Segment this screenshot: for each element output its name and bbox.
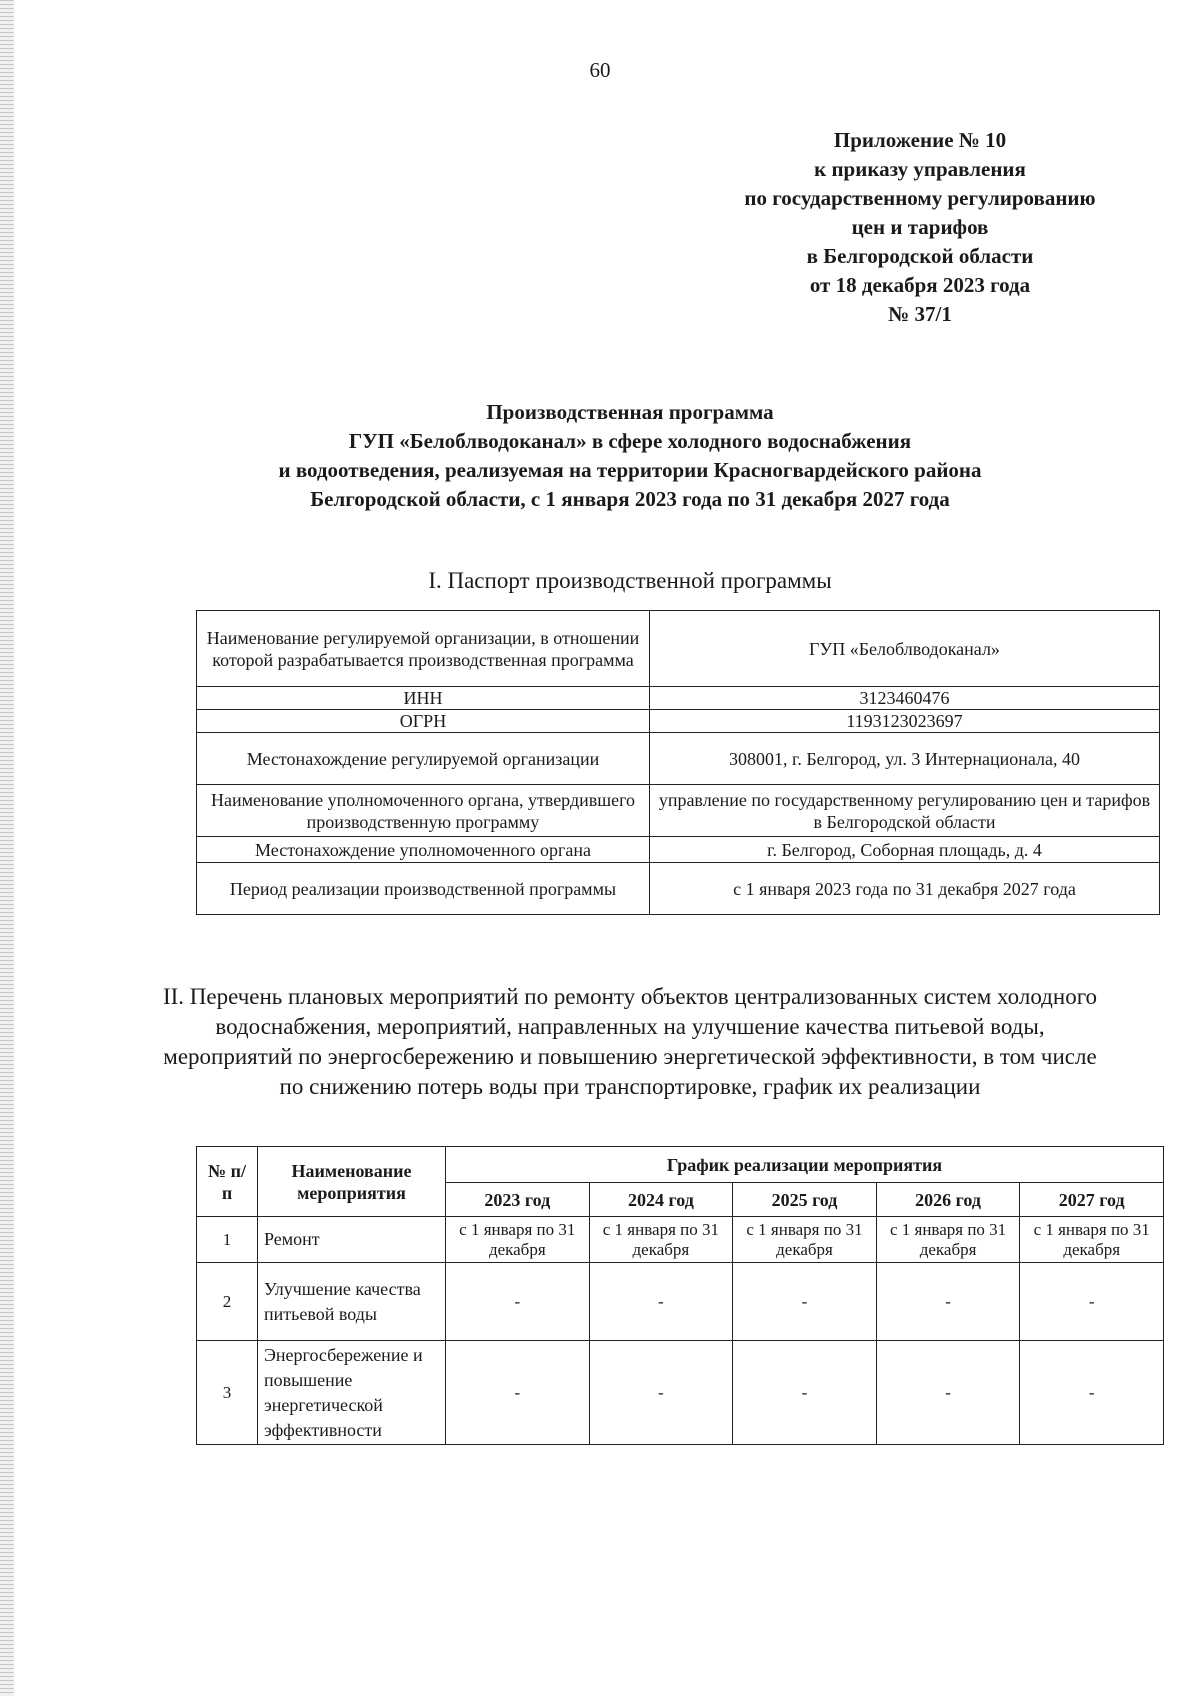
appendix-block	[690, 126, 1150, 329]
title-line: Белгородской области, с 1 января 2023 года по 31 декабря 2027 года	[310, 487, 950, 511]
appendix-line: от 18 декабря 2023 года	[809, 273, 1031, 297]
row-label: Местонахождение уполномоченного органа	[197, 837, 650, 863]
row-value: 308001, г. Белгород, ул. 3 Интернационала, 40	[650, 733, 1160, 785]
row-label: Наименование уполномоченного органа, утвердившего производственную программу	[197, 785, 650, 837]
appendix-line: Приложение № 10	[833, 128, 1007, 152]
year-header: 2023 год	[446, 1183, 590, 1217]
table-row	[197, 611, 1160, 687]
table-row	[197, 1263, 1164, 1341]
schedule-cell: -	[589, 1341, 733, 1445]
table-row	[197, 785, 1160, 837]
row-label: Местонахождение регулируемой организации	[197, 733, 650, 785]
row-number: 2	[197, 1263, 258, 1341]
row-label: Период реализации производственной программы	[197, 863, 650, 915]
row-label: ИНН	[197, 687, 650, 710]
appendix-line: № 37/1	[888, 302, 952, 326]
appendix-line: в Белгородской области	[806, 244, 1034, 268]
row-value: с 1 января 2023 года по 31 декабря 2027 года	[650, 863, 1160, 915]
title-line: ГУП «Белоблводоканал» в сфере холодного водоснабжения	[348, 429, 912, 453]
schedule-cell: с 1 января по 31 декабря	[446, 1217, 590, 1263]
schedule-cell: -	[589, 1263, 733, 1341]
table-row	[197, 710, 1160, 733]
table-row	[197, 733, 1160, 785]
scan-edge	[0, 0, 14, 1696]
table-row	[197, 1341, 1164, 1445]
row-name: Улучшение качества питьевой воды	[258, 1263, 446, 1341]
title-line: и водоотведения, реализуемая на территории Красногвардейского района	[278, 458, 982, 482]
schedule-cell: -	[876, 1341, 1020, 1445]
passport-table	[196, 610, 1160, 915]
schedule-cell: -	[876, 1263, 1020, 1341]
row-name: Ремонт	[258, 1217, 446, 1263]
column-header-num: № п/п	[197, 1147, 258, 1217]
year-header: 2027 год	[1020, 1183, 1164, 1217]
table-header-row	[197, 1147, 1164, 1183]
schedule-cell: -	[446, 1341, 590, 1445]
row-number: 3	[197, 1341, 258, 1445]
appendix-line: к приказу управления	[814, 157, 1026, 181]
row-number: 1	[197, 1217, 258, 1263]
year-header: 2024 год	[589, 1183, 733, 1217]
document-title	[150, 398, 1110, 514]
row-label: Наименование регулируемой организации, в отношении которой разрабатывается производственная программа	[197, 611, 650, 687]
plan-table	[196, 1146, 1164, 1445]
schedule-cell: с 1 января по 31 декабря	[589, 1217, 733, 1263]
table-row	[197, 863, 1160, 915]
table-row	[197, 687, 1160, 710]
schedule-cell: -	[733, 1341, 877, 1445]
table-row	[197, 837, 1160, 863]
column-header-schedule: График реализации мероприятия	[446, 1147, 1164, 1183]
table-row	[197, 1217, 1164, 1263]
row-value: 1193123023697	[650, 710, 1160, 733]
section2-heading: II. Перечень плановых мероприятий по ремонту объектов централизованных систем холодного водоснабжения, мероприятий, направленных на улучшение качества питьевой воды, мероприятий по энергосбережению и повышению энергетической эффективности, в том числе по снижению потерь воды при транспортировке, график их реализации	[162, 984, 1098, 1099]
schedule-cell: с 1 января по 31 декабря	[876, 1217, 1020, 1263]
column-header-name: Наименование мероприятия	[258, 1147, 446, 1217]
schedule-cell: с 1 января по 31 декабря	[733, 1217, 877, 1263]
year-header: 2025 год	[733, 1183, 877, 1217]
schedule-cell: -	[1020, 1341, 1164, 1445]
schedule-cell: -	[733, 1263, 877, 1341]
year-header: 2026 год	[876, 1183, 1020, 1217]
title-line: Производственная программа	[486, 400, 774, 424]
section1-heading: I. Паспорт производственной программы	[428, 568, 832, 593]
page-number: 60	[589, 58, 611, 82]
row-value: 3123460476	[650, 687, 1160, 710]
row-name: Энергосбережение и повышение энергетической эффективности	[258, 1341, 446, 1445]
row-value: г. Белгород, Соборная площадь, д. 4	[650, 837, 1160, 863]
appendix-line: цен и тарифов	[851, 215, 989, 239]
appendix-line: по государственному регулированию	[744, 186, 1096, 210]
row-value: управление по государственному регулированию цен и тарифов в Белгородской области	[650, 785, 1160, 837]
schedule-cell: -	[446, 1263, 590, 1341]
schedule-cell: -	[1020, 1263, 1164, 1341]
row-value: ГУП «Белоблводоканал»	[650, 611, 1160, 687]
schedule-cell: с 1 января по 31 декабря	[1020, 1217, 1164, 1263]
row-label: ОГРН	[197, 710, 650, 733]
